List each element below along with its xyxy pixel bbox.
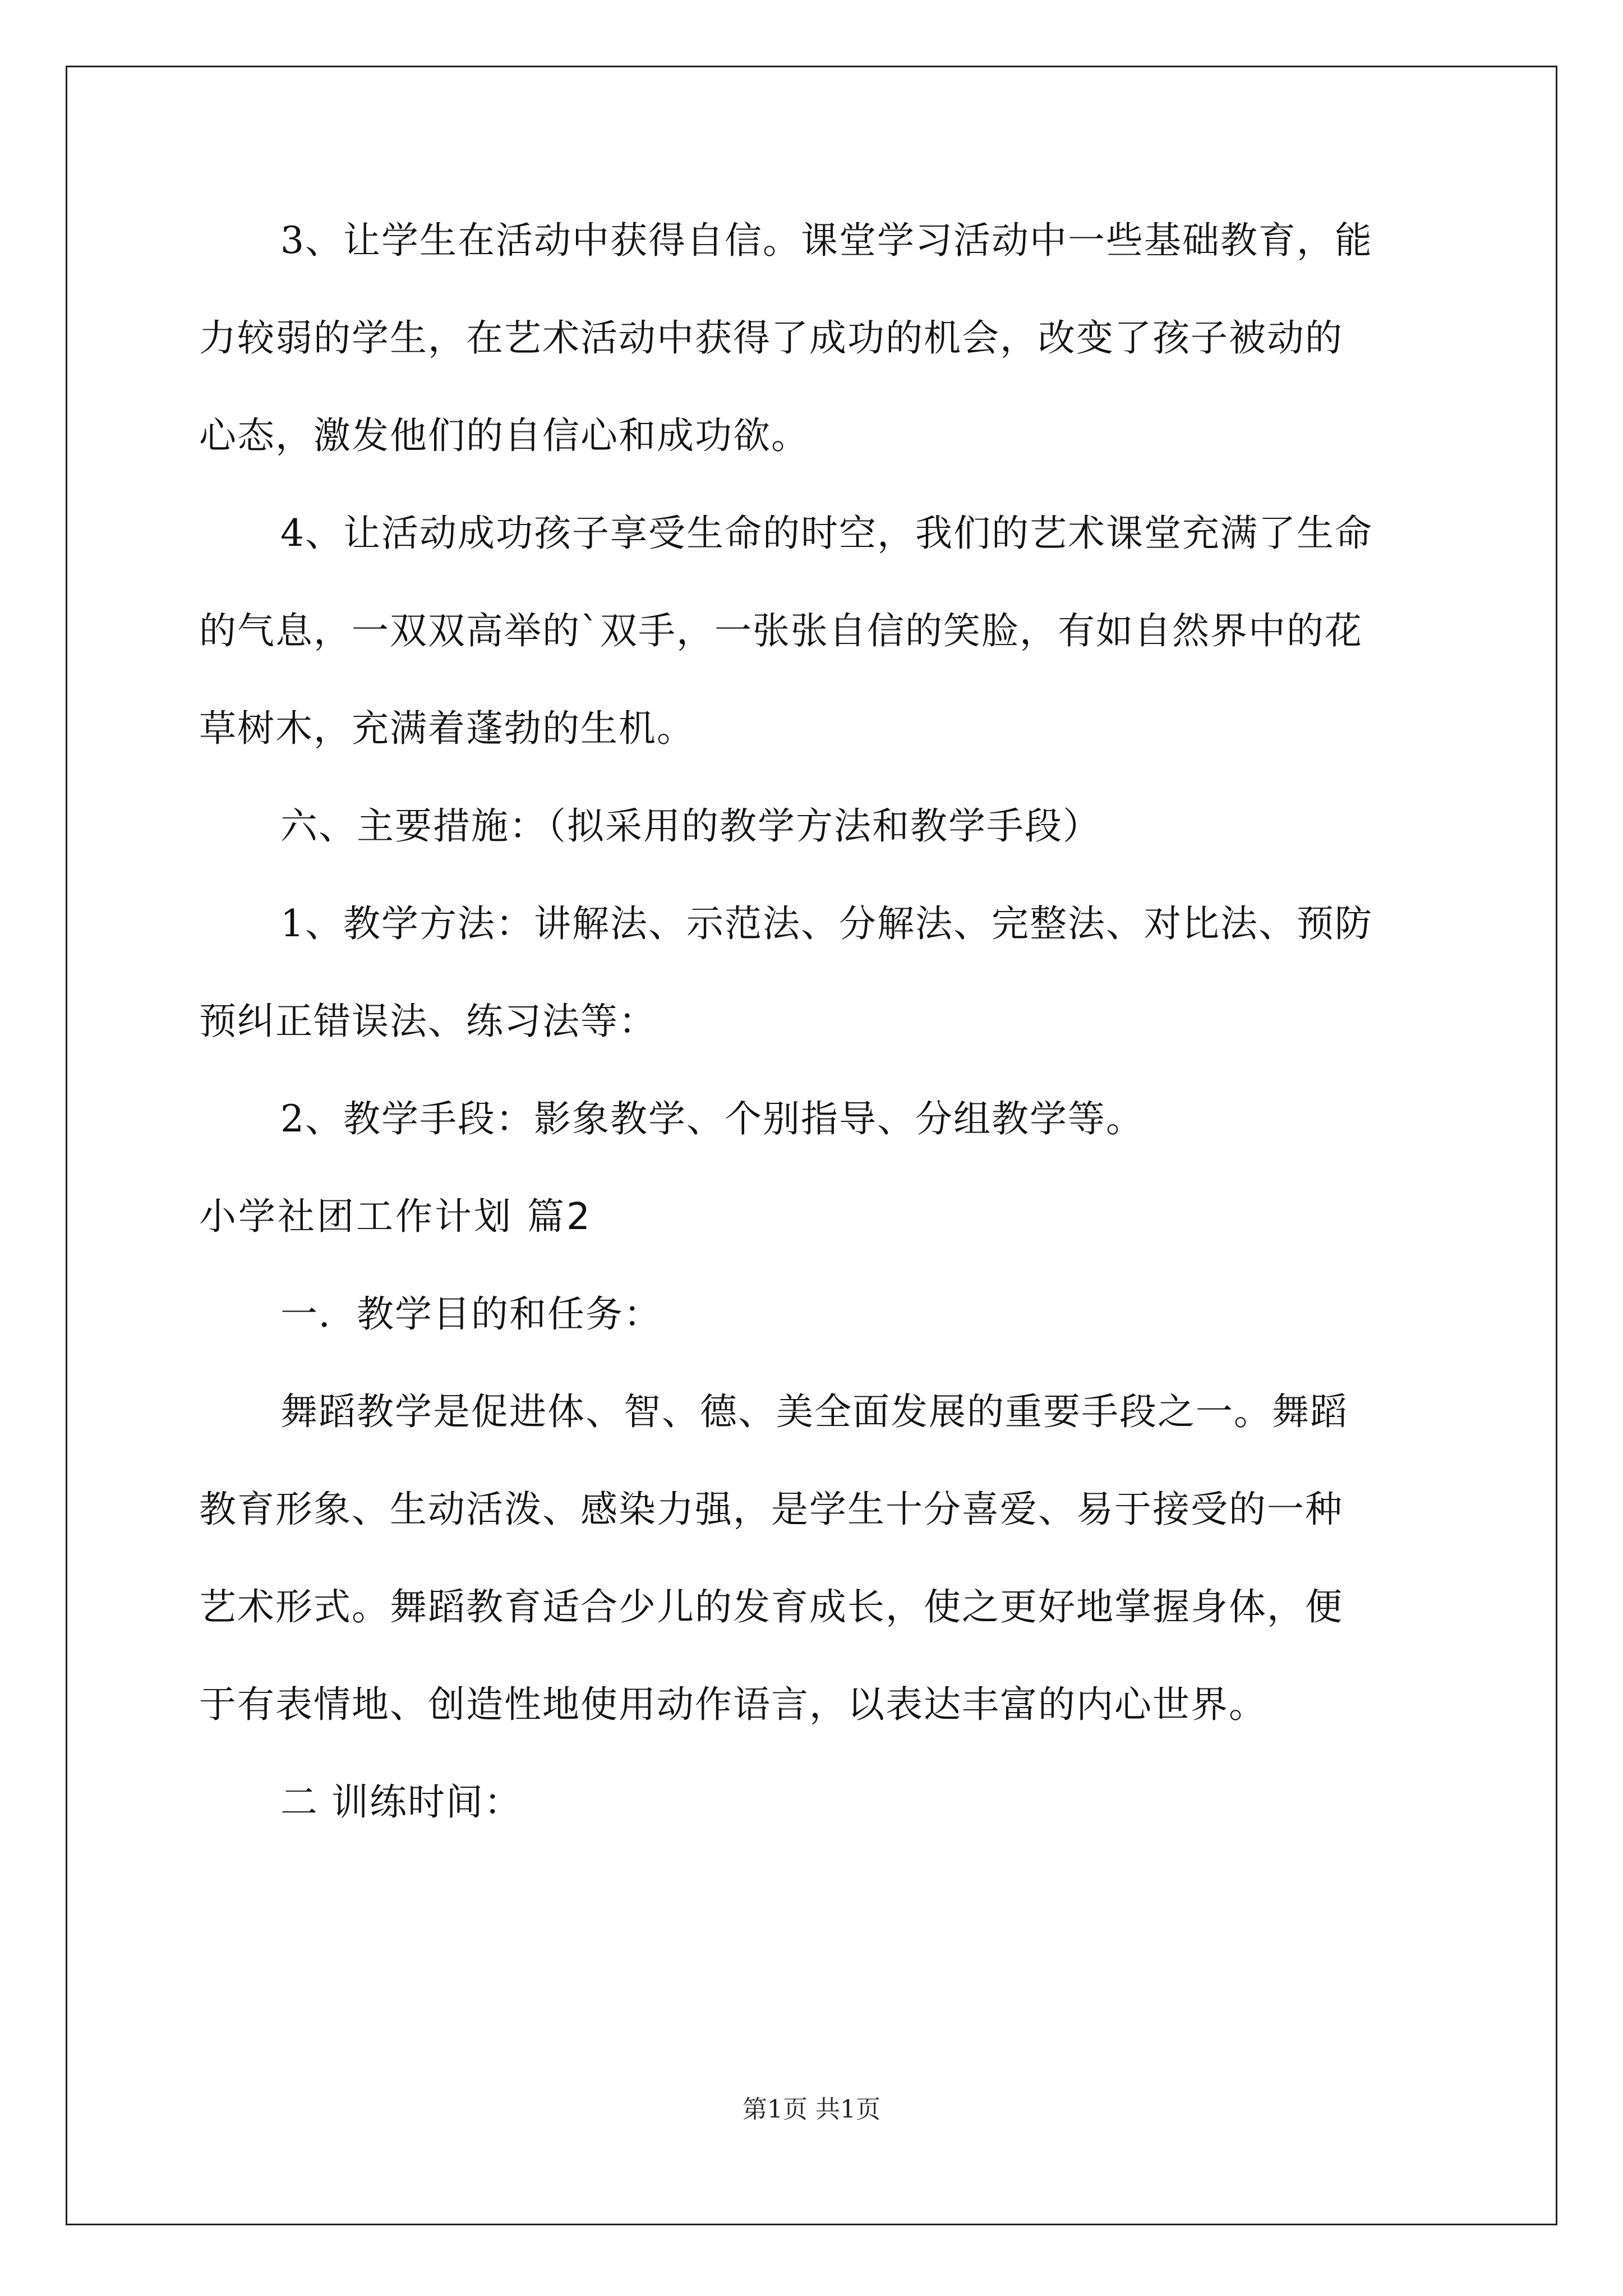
paragraph-line: 4、让活动成功孩子享受生命的时空，我们的艺术课堂充满了生命 xyxy=(280,512,1373,555)
paragraph-line: 2、教学手段：影象教学、个别指导、分组教学等。 xyxy=(280,1097,1144,1140)
paragraph-line: 教育形象、生动活泼、感染力强，是学生十分喜爱、易于接受的一种 xyxy=(199,1488,1343,1531)
section-heading: 一．教学目的和任务： xyxy=(280,1292,662,1336)
page-footer: 第1页 共1页 xyxy=(743,2095,880,2124)
paragraph-line: 舞蹈教学是促进体、智、德、美全面发展的重要手段之一。舞蹈 xyxy=(280,1390,1348,1433)
section-heading: 六、主要措施：（拟采用的教学方法和教学手段） xyxy=(280,804,1101,848)
paragraph-line: 预纠正错误法、练习法等： xyxy=(199,1000,657,1043)
paragraph-line: 3、让学生在活动中获得自信。课堂学习活动中一些基础教育，能 xyxy=(280,219,1373,262)
paragraph-line: 艺术形式。舞蹈教育适合少儿的发育成长，使之更好地掌握身体，便 xyxy=(199,1585,1343,1628)
paragraph-line: 力较弱的学生，在艺术活动中获得了成功的机会，改变了孩子被动的 xyxy=(199,316,1343,360)
section-heading: 二 训练时间： xyxy=(280,1780,522,1824)
document-title: 小学社团工作计划 篇2 xyxy=(199,1195,592,1238)
paragraph-line: 于有表情地、创造性地使用动作语言，以表达丰富的内心世界。 xyxy=(199,1683,1267,1726)
paragraph-line: 草树木，充满着蓬勃的生机。 xyxy=(199,707,695,750)
paragraph-line: 心态，激发他们的自信心和成功欲。 xyxy=(199,414,809,457)
document-body xyxy=(199,216,1427,1827)
paragraph-line: 的气息，一双双高举的`双手，一张张自信的笑脸，有如自然界中的花 xyxy=(199,609,1363,652)
paragraph-line: 1、教学方法：讲解法、示范法、分解法、完整法、对比法、预防 xyxy=(280,902,1373,945)
